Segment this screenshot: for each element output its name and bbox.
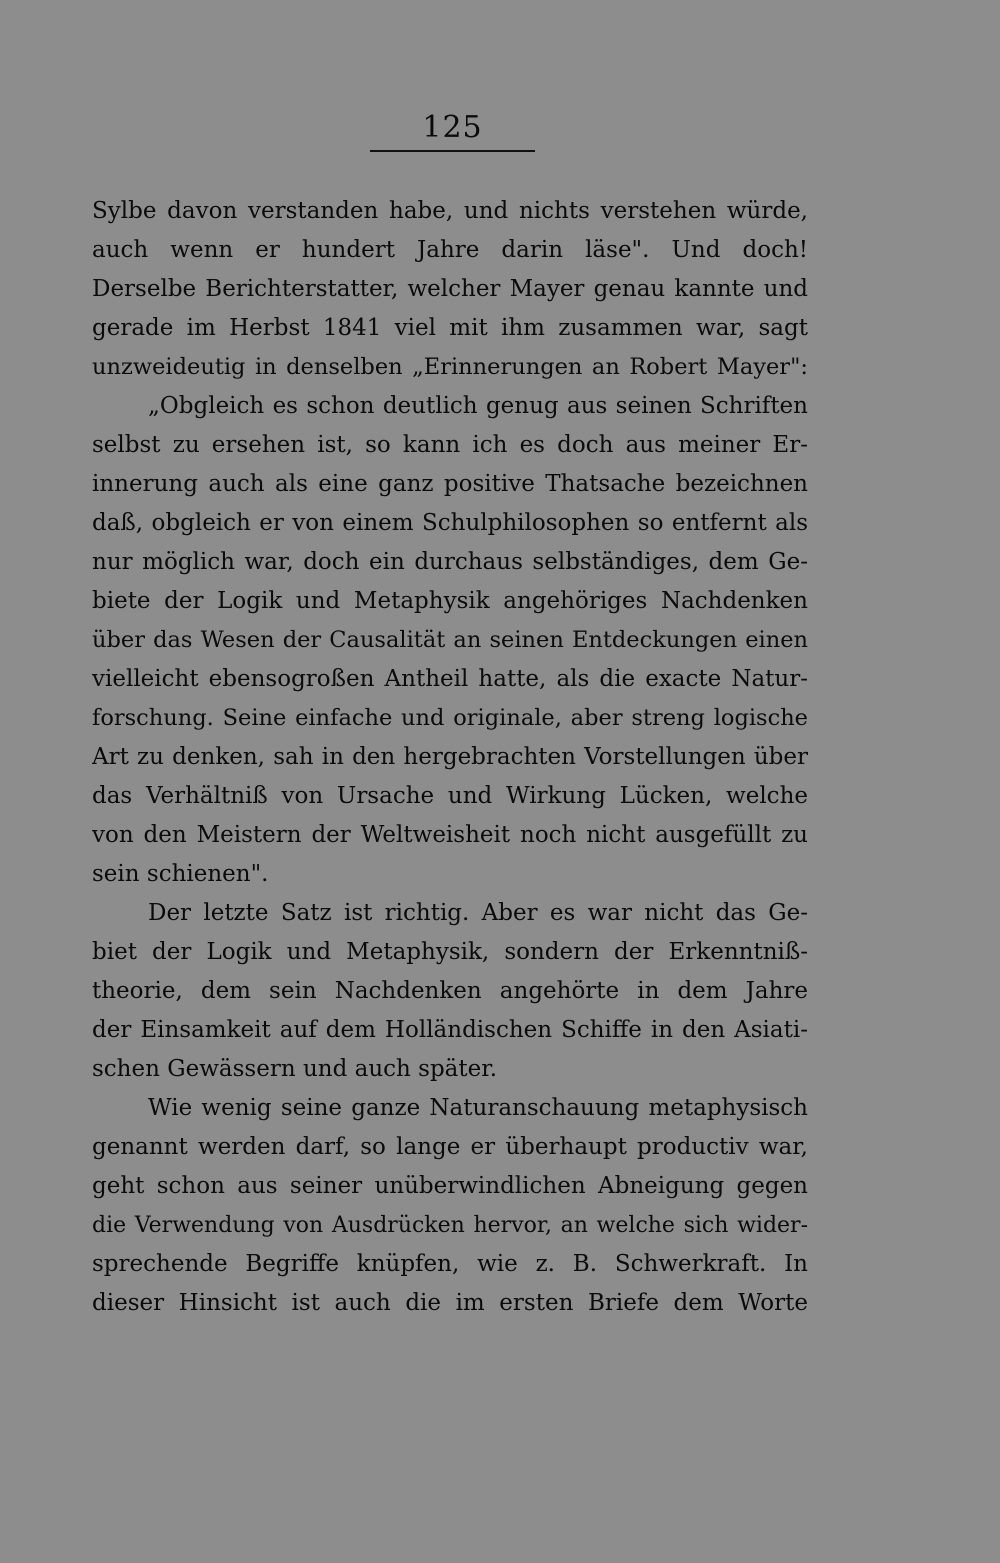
text-line: dieser Hinsicht ist auch die im ersten Briefe dem Worte [92, 1290, 808, 1316]
text-line: Derselbe Berichterstatter, welcher Mayer genau kannte und [92, 276, 808, 302]
text-line: genannt werden darf, so lange er überhaupt productiv war, [92, 1134, 808, 1160]
text-line: gerade im Herbst 1841 viel mit ihm zusammen war, sagt [92, 315, 808, 341]
text-line: „Obgleich es schon deutlich genug aus seinen Schriften [148, 393, 808, 419]
text-line: Sylbe davon verstanden habe, und nichts verstehen würde, [92, 198, 808, 224]
text-line: unzweideutig in denselben „Erinnerungen an Robert Mayer": [92, 354, 808, 380]
text-line: Art zu denken, sah in den hergebrachten Vorstellungen über [92, 744, 808, 770]
text-line: auch wenn er hundert Jahre darin läse". Und doch! [92, 237, 808, 263]
text-line: von den Meistern der Weltweisheit noch nicht ausgefüllt zu [92, 822, 808, 848]
text-line: nur möglich war, doch ein durchaus selbständiges, dem Ge- [92, 549, 808, 575]
text-line: forschung. Seine einfache und originale, aber streng logische [92, 705, 808, 731]
text-line: die Verwendung von Ausdrücken hervor, an welche sich wider- [92, 1213, 808, 1238]
text-line: Wie wenig seine ganze Naturanschauung metaphysisch [148, 1095, 808, 1121]
text-line: daß, obgleich er von einem Schulphilosophen so entfernt als [92, 510, 808, 536]
text-line: der Einsamkeit auf dem Holländischen Schiffe in den Asiati- [92, 1017, 808, 1043]
text-line: geht schon aus seiner unüberwindlichen Abneigung gegen [92, 1173, 808, 1199]
page-number: 125 [422, 110, 483, 145]
text-line: selbst zu ersehen ist, so kann ich es doch aus meiner Er- [92, 432, 808, 458]
text-line: schen Gewässern und auch später. [92, 1056, 498, 1082]
text-line: biet der Logik und Metaphysik, sondern der Erkenntniß- [92, 939, 808, 965]
header-rule [370, 150, 535, 152]
text-line: das Verhältniß von Ursache und Wirkung Lücken, welche [92, 783, 808, 809]
text-line: innerung auch als eine ganz positive Thatsache bezeichnen [92, 471, 808, 497]
text-line: biete der Logik und Metaphysik angehöriges Nachdenken [92, 588, 808, 614]
text-line: theorie, dem sein Nachdenken angehörte in dem Jahre [92, 978, 808, 1004]
body-text [92, 192, 808, 1323]
text-line: sein schienen". [92, 861, 269, 887]
text-line: vielleicht ebensogroßen Antheil hatte, als die exacte Natur- [92, 666, 808, 692]
text-line: über das Wesen der Causalität an seinen Entdeckungen einen [92, 627, 808, 653]
text-line: sprechende Begriffe knüpfen, wie z. B. Schwerkraft. In [92, 1251, 808, 1277]
text-line: Der letzte Satz ist richtig. Aber es war nicht das Ge- [148, 900, 808, 926]
